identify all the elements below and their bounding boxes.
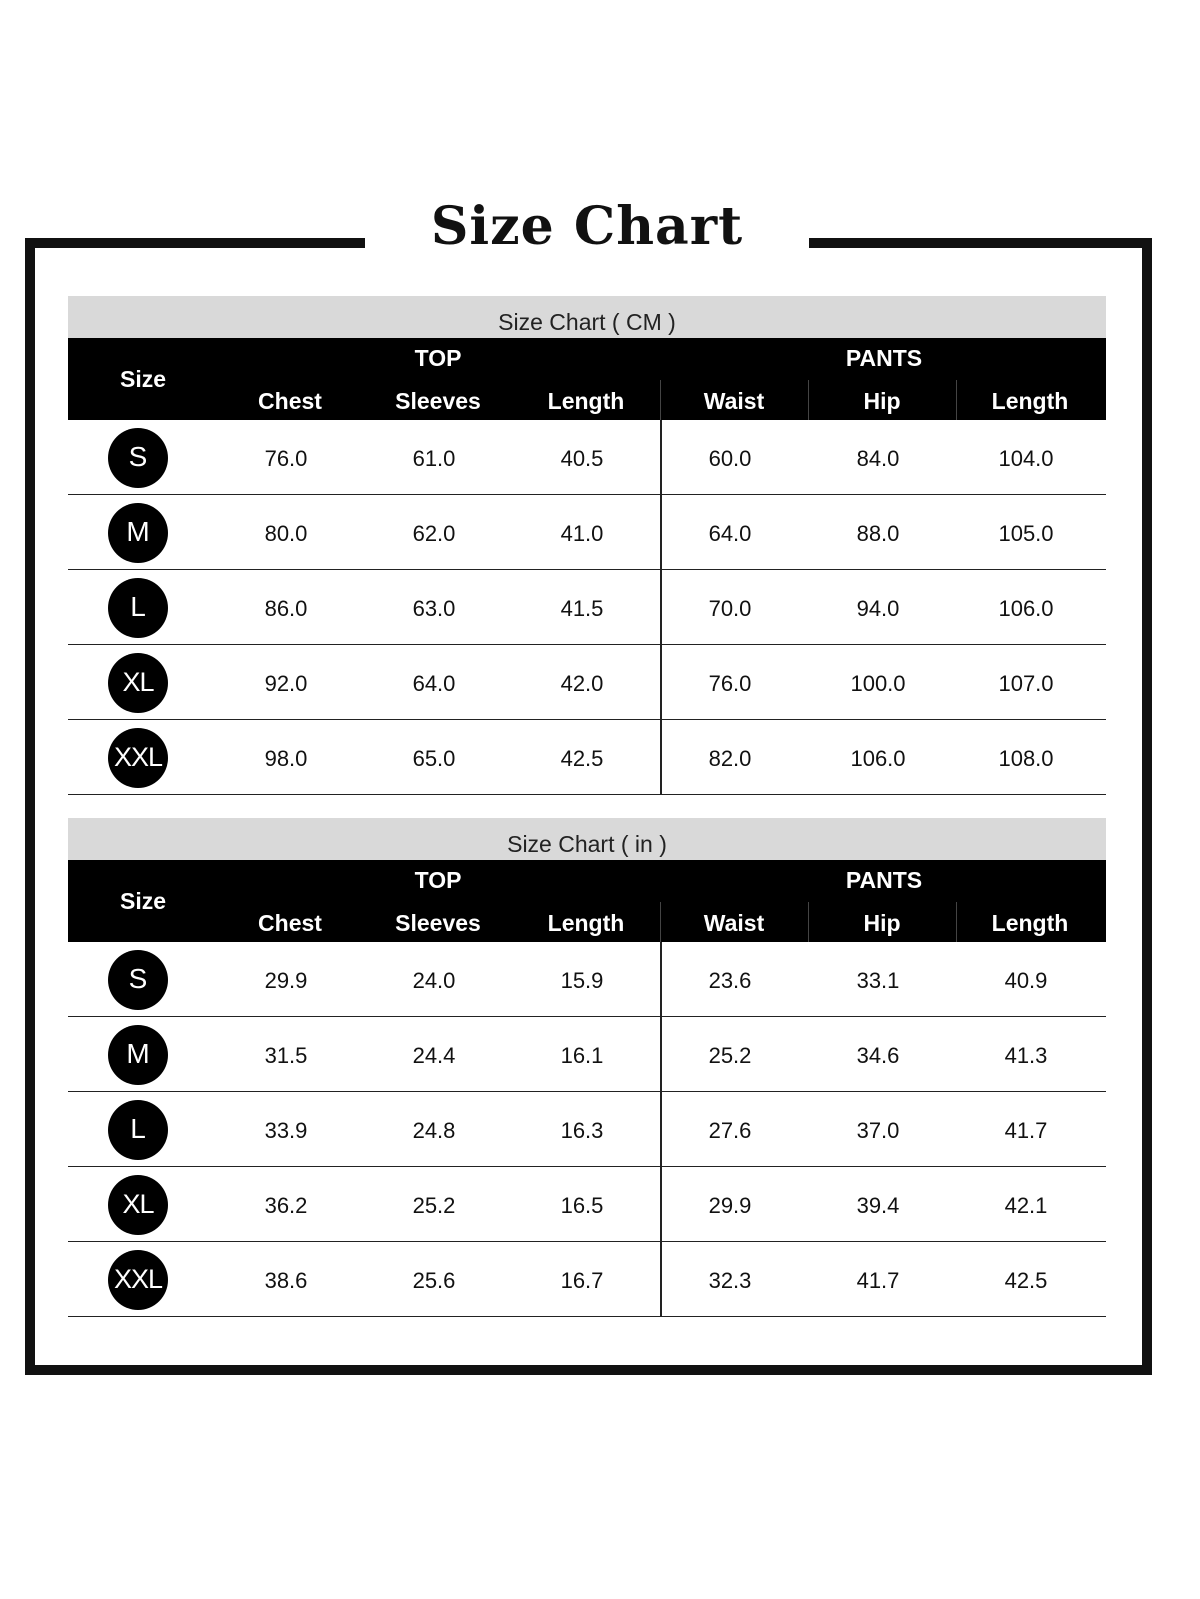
sleeves-cell: 25.2 [412,1193,456,1218]
header-top-length: Length [547,388,625,414]
top-length-cell: 41.0 [560,521,604,546]
header-pants-length: Length [991,388,1069,414]
size-table-cm [68,296,1106,795]
header-sleeves: Sleeves [395,910,481,936]
waist-cell: 70.0 [708,596,752,621]
hip-cell: 39.4 [856,1193,900,1218]
chest-cell: 92.0 [264,671,308,696]
sleeves-cell: 24.4 [412,1043,456,1068]
sleeves-cell: 24.0 [412,968,456,993]
waist-cell: 29.9 [708,1193,752,1218]
size-badge: S [108,428,168,488]
waist-cell: 25.2 [708,1043,752,1068]
table-row [68,1167,1106,1242]
header-pants-group: PANTS [845,345,923,371]
chest-cell: 76.0 [264,446,308,471]
frame-bottom-edge [25,1365,1152,1375]
header-pants-length: Length [991,910,1069,936]
hip-cell: 37.0 [856,1118,900,1143]
size-badge: L [108,1100,168,1160]
hip-cell: 100.0 [850,671,906,696]
header-top-group: TOP [414,867,462,893]
header-top-length: Length [547,910,625,936]
size-badge: M [108,1025,168,1085]
sleeves-cell: 63.0 [412,596,456,621]
size-badge: XXL [108,728,168,788]
chest-cell: 33.9 [264,1118,308,1143]
table-row [68,1017,1106,1092]
hip-cell: 94.0 [856,596,900,621]
hip-cell: 88.0 [856,521,900,546]
pants-length-cell: 105.0 [998,521,1054,546]
waist-cell: 23.6 [708,968,752,993]
table-header [68,860,1106,942]
size-table-in [68,818,1106,1317]
header-sleeves: Sleeves [395,388,481,414]
pants-length-cell: 108.0 [998,746,1054,771]
waist-cell: 27.6 [708,1118,752,1143]
header-pants-group: PANTS [845,867,923,893]
frame-left-edge [25,238,35,1375]
header-divider [660,902,661,942]
sleeves-cell: 25.6 [412,1268,456,1293]
header-chest: Chest [258,388,322,414]
top-length-cell: 40.5 [560,446,604,471]
table-row [68,942,1106,1017]
size-badge: L [108,578,168,638]
sleeves-cell: 64.0 [412,671,456,696]
waist-cell: 60.0 [708,446,752,471]
header-divider [956,902,957,942]
table-row [68,420,1106,495]
size-badge: XL [108,1175,168,1235]
chest-cell: 36.2 [264,1193,308,1218]
top-length-cell: 16.3 [560,1118,604,1143]
hip-cell: 84.0 [856,446,900,471]
pants-length-cell: 107.0 [998,671,1054,696]
size-badge: M [108,503,168,563]
chest-cell: 98.0 [264,746,308,771]
top-length-cell: 42.5 [560,746,604,771]
chest-cell: 38.6 [264,1268,308,1293]
chest-cell: 80.0 [264,521,308,546]
waist-cell: 76.0 [708,671,752,696]
top-length-cell: 41.5 [560,596,604,621]
pants-length-cell: 41.3 [1004,1043,1048,1068]
top-length-cell: 42.0 [560,671,604,696]
header-hip: Hip [863,910,901,936]
header-top-group: TOP [414,345,462,371]
chest-cell: 29.9 [264,968,308,993]
top-length-cell: 16.1 [560,1043,604,1068]
sleeves-cell: 65.0 [412,746,456,771]
pants-length-cell: 40.9 [1004,968,1048,993]
hip-cell: 106.0 [850,746,906,771]
table-row [68,720,1106,795]
top-length-cell: 16.5 [560,1193,604,1218]
frame-top-left-edge [25,238,365,248]
table-row [68,1242,1106,1317]
pants-length-cell: 42.1 [1004,1193,1048,1218]
waist-cell: 64.0 [708,521,752,546]
header-waist: Waist [703,910,765,936]
page-title: Size Chart [430,196,744,257]
table-caption: Size Chart ( CM ) [68,296,1106,338]
frame-right-edge [1142,238,1152,1375]
hip-cell: 33.1 [856,968,900,993]
top-length-cell: 15.9 [560,968,604,993]
top-length-cell: 16.7 [560,1268,604,1293]
chest-cell: 31.5 [264,1043,308,1068]
header-size: Size [119,366,167,392]
hip-cell: 41.7 [856,1268,900,1293]
size-badge: XXL [108,1250,168,1310]
size-badge: S [108,950,168,1010]
sleeves-cell: 62.0 [412,521,456,546]
chest-cell: 86.0 [264,596,308,621]
header-chest: Chest [258,910,322,936]
header-divider [808,380,809,420]
size-badge: XL [108,653,168,713]
header-waist: Waist [703,388,765,414]
header-divider [660,380,661,420]
header-divider [808,902,809,942]
pants-length-cell: 106.0 [998,596,1054,621]
header-hip: Hip [863,388,901,414]
pants-length-cell: 104.0 [998,446,1054,471]
table-row [68,570,1106,645]
sleeves-cell: 61.0 [412,446,456,471]
sleeves-cell: 24.8 [412,1118,456,1143]
table-row [68,495,1106,570]
frame-top-right-edge [809,238,1152,248]
header-divider [956,380,957,420]
table-row [68,1092,1106,1167]
table-row [68,645,1106,720]
pants-length-cell: 41.7 [1004,1118,1048,1143]
table-header [68,338,1106,420]
waist-cell: 82.0 [708,746,752,771]
waist-cell: 32.3 [708,1268,752,1293]
header-size: Size [119,888,167,914]
hip-cell: 34.6 [856,1043,900,1068]
table-caption: Size Chart ( in ) [68,818,1106,860]
pants-length-cell: 42.5 [1004,1268,1048,1293]
